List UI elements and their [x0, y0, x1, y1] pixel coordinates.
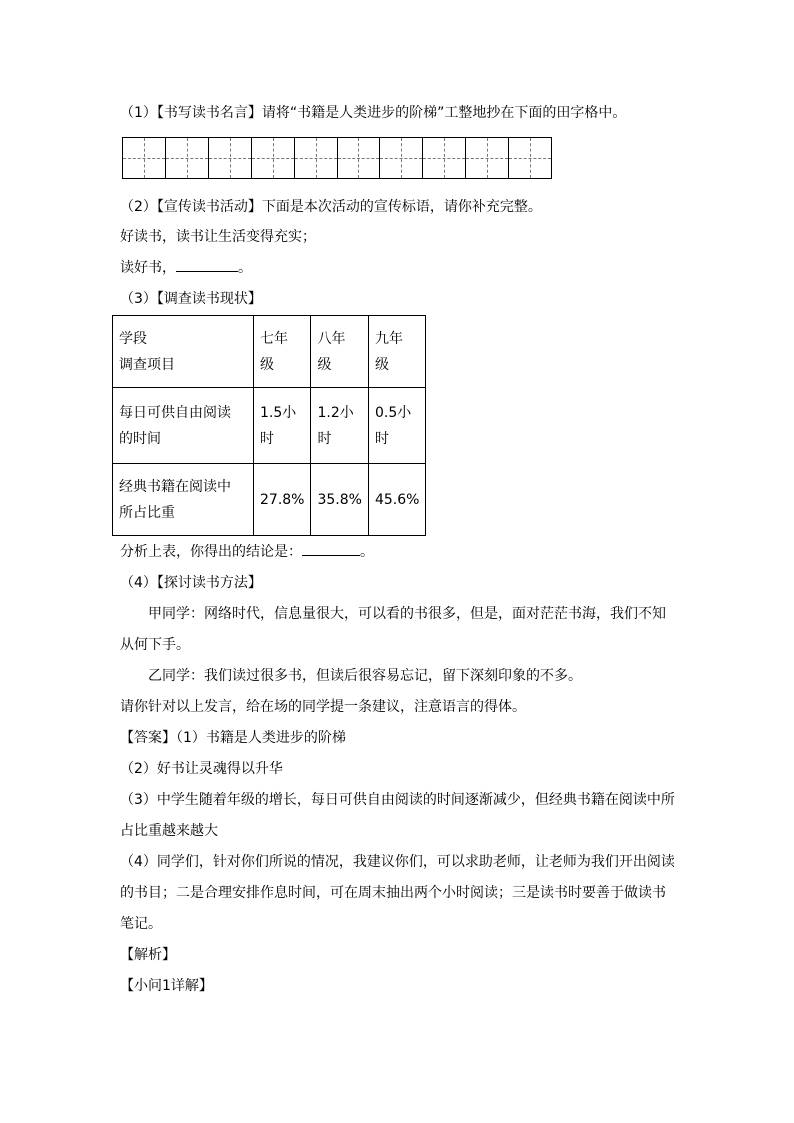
value-cell: 35.8%: [311, 464, 368, 536]
grid-cell[interactable]: [209, 138, 252, 178]
grade-label: 八年: [317, 330, 346, 347]
q2-line2-prefix: 读好书，: [120, 260, 176, 276]
value-cell: 45.6%: [368, 464, 425, 536]
answer-4-line3: 笔记。: [120, 916, 162, 932]
value-cell: 27.8%: [254, 464, 311, 536]
answer-4-line2: 的书目；二是合理安排作息时间，可在周末抽出两个小时阅读；三是读书时要善于做读书: [120, 885, 666, 901]
survey-table: [112, 315, 426, 536]
q4-prompt: 请你针对以上发言，给在场的同学提一条建议，注意语言的得体。: [120, 699, 526, 715]
answer-title: 【答案】（1）书籍是人类进步的阶梯: [120, 730, 346, 746]
q2-line2-suffix: 。: [238, 260, 252, 276]
analysis-title: 【解析】: [120, 947, 176, 963]
value-cell: [311, 388, 368, 464]
grid-cell[interactable]: [252, 138, 295, 178]
q2-slogan-line1: 好读书，读书让生活变得充实；: [120, 229, 316, 245]
value-cell: [368, 388, 425, 464]
cell-value: 时: [374, 430, 389, 447]
q2-slogan-line2: [120, 259, 252, 277]
grade-cell: [311, 316, 368, 388]
q1-label: （1）【书写读书名言】请将“书籍是人类进步的阶梯”工整地抄在下面的田字格中。: [120, 105, 627, 121]
q2-label: （2）【宣传读书活动】下面是本次活动的宣传标语，请你补充完整。: [120, 199, 542, 215]
q3-analysis-prefix: 分析上表，你得出的结论是：: [120, 544, 302, 560]
table-row: [113, 464, 426, 536]
q3-answer-blank[interactable]: [302, 543, 360, 556]
row-label: 所占比重: [119, 504, 175, 521]
grade-label: 九年: [374, 330, 403, 347]
grade-label: 级: [260, 356, 274, 373]
grid-cell[interactable]: [466, 138, 509, 178]
cell-value: 1.2小: [317, 404, 354, 421]
row-label: 经典书籍在阅读中: [119, 478, 231, 495]
cell-value: 1.5小: [260, 404, 297, 421]
tianzige-grid[interactable]: [122, 137, 552, 179]
row-label: 每日可供自由阅读: [119, 404, 231, 421]
q3-analysis: [120, 543, 374, 561]
grade-label: 七年: [260, 330, 288, 347]
grade-label: 级: [374, 356, 389, 373]
table-header-cell: [113, 316, 254, 388]
header-survey-item: 调查项目: [119, 356, 175, 373]
grid-cell[interactable]: [380, 138, 423, 178]
row-label: 的时间: [119, 430, 161, 447]
row-label-cell: [113, 464, 254, 536]
row-label-cell: [113, 388, 254, 464]
grid-cell[interactable]: [509, 138, 551, 178]
q4-label: （4）【探讨读书方法】: [120, 575, 262, 591]
grade-label: 级: [317, 356, 332, 373]
answer-3-line1: （3）中学生随着年级的增长，每日可供自由阅读的时间逐渐减少，但经典书籍在阅读中所: [120, 792, 675, 808]
grid-cell[interactable]: [123, 138, 166, 178]
grid-cell[interactable]: [338, 138, 381, 178]
q4-jia-line1: 甲同学：网络时代，信息量很大，可以看的书很多，但是，面对茫茫书海，我们不知: [148, 606, 666, 622]
q3-analysis-suffix: 。: [360, 544, 374, 560]
q4-yi-line: 乙同学：我们读过很多书，但读后很容易忘记，留下深刻印象的不多。: [148, 668, 582, 684]
grid-cell[interactable]: [166, 138, 209, 178]
grid-cell[interactable]: [295, 138, 338, 178]
grade-cell: [254, 316, 311, 388]
value-cell: [254, 388, 311, 464]
answer-4-line1: （4）同学们，针对你们所说的情况，我建议你们，可以求助老师，让老师为我们开出阅读: [120, 854, 675, 870]
cell-value: 时: [317, 430, 332, 447]
grid-cell[interactable]: [423, 138, 466, 178]
table-row: [113, 388, 426, 464]
cell-value: 0.5小: [374, 404, 412, 421]
analysis-sub-title: 【小问1详解】: [120, 978, 213, 994]
q2-answer-blank[interactable]: [176, 259, 238, 272]
table-row: [113, 316, 426, 388]
q4-jia-line2: 从何下手。: [120, 637, 190, 653]
answer-3-line2: 占比重越来越大: [120, 823, 218, 839]
cell-value: 时: [260, 430, 274, 447]
grade-cell: [368, 316, 425, 388]
answer-2: （2）好书让灵魂得以升华: [120, 761, 283, 777]
q3-label: （3）【调查读书现状】: [120, 291, 262, 307]
header-stage: 学段: [119, 330, 147, 347]
